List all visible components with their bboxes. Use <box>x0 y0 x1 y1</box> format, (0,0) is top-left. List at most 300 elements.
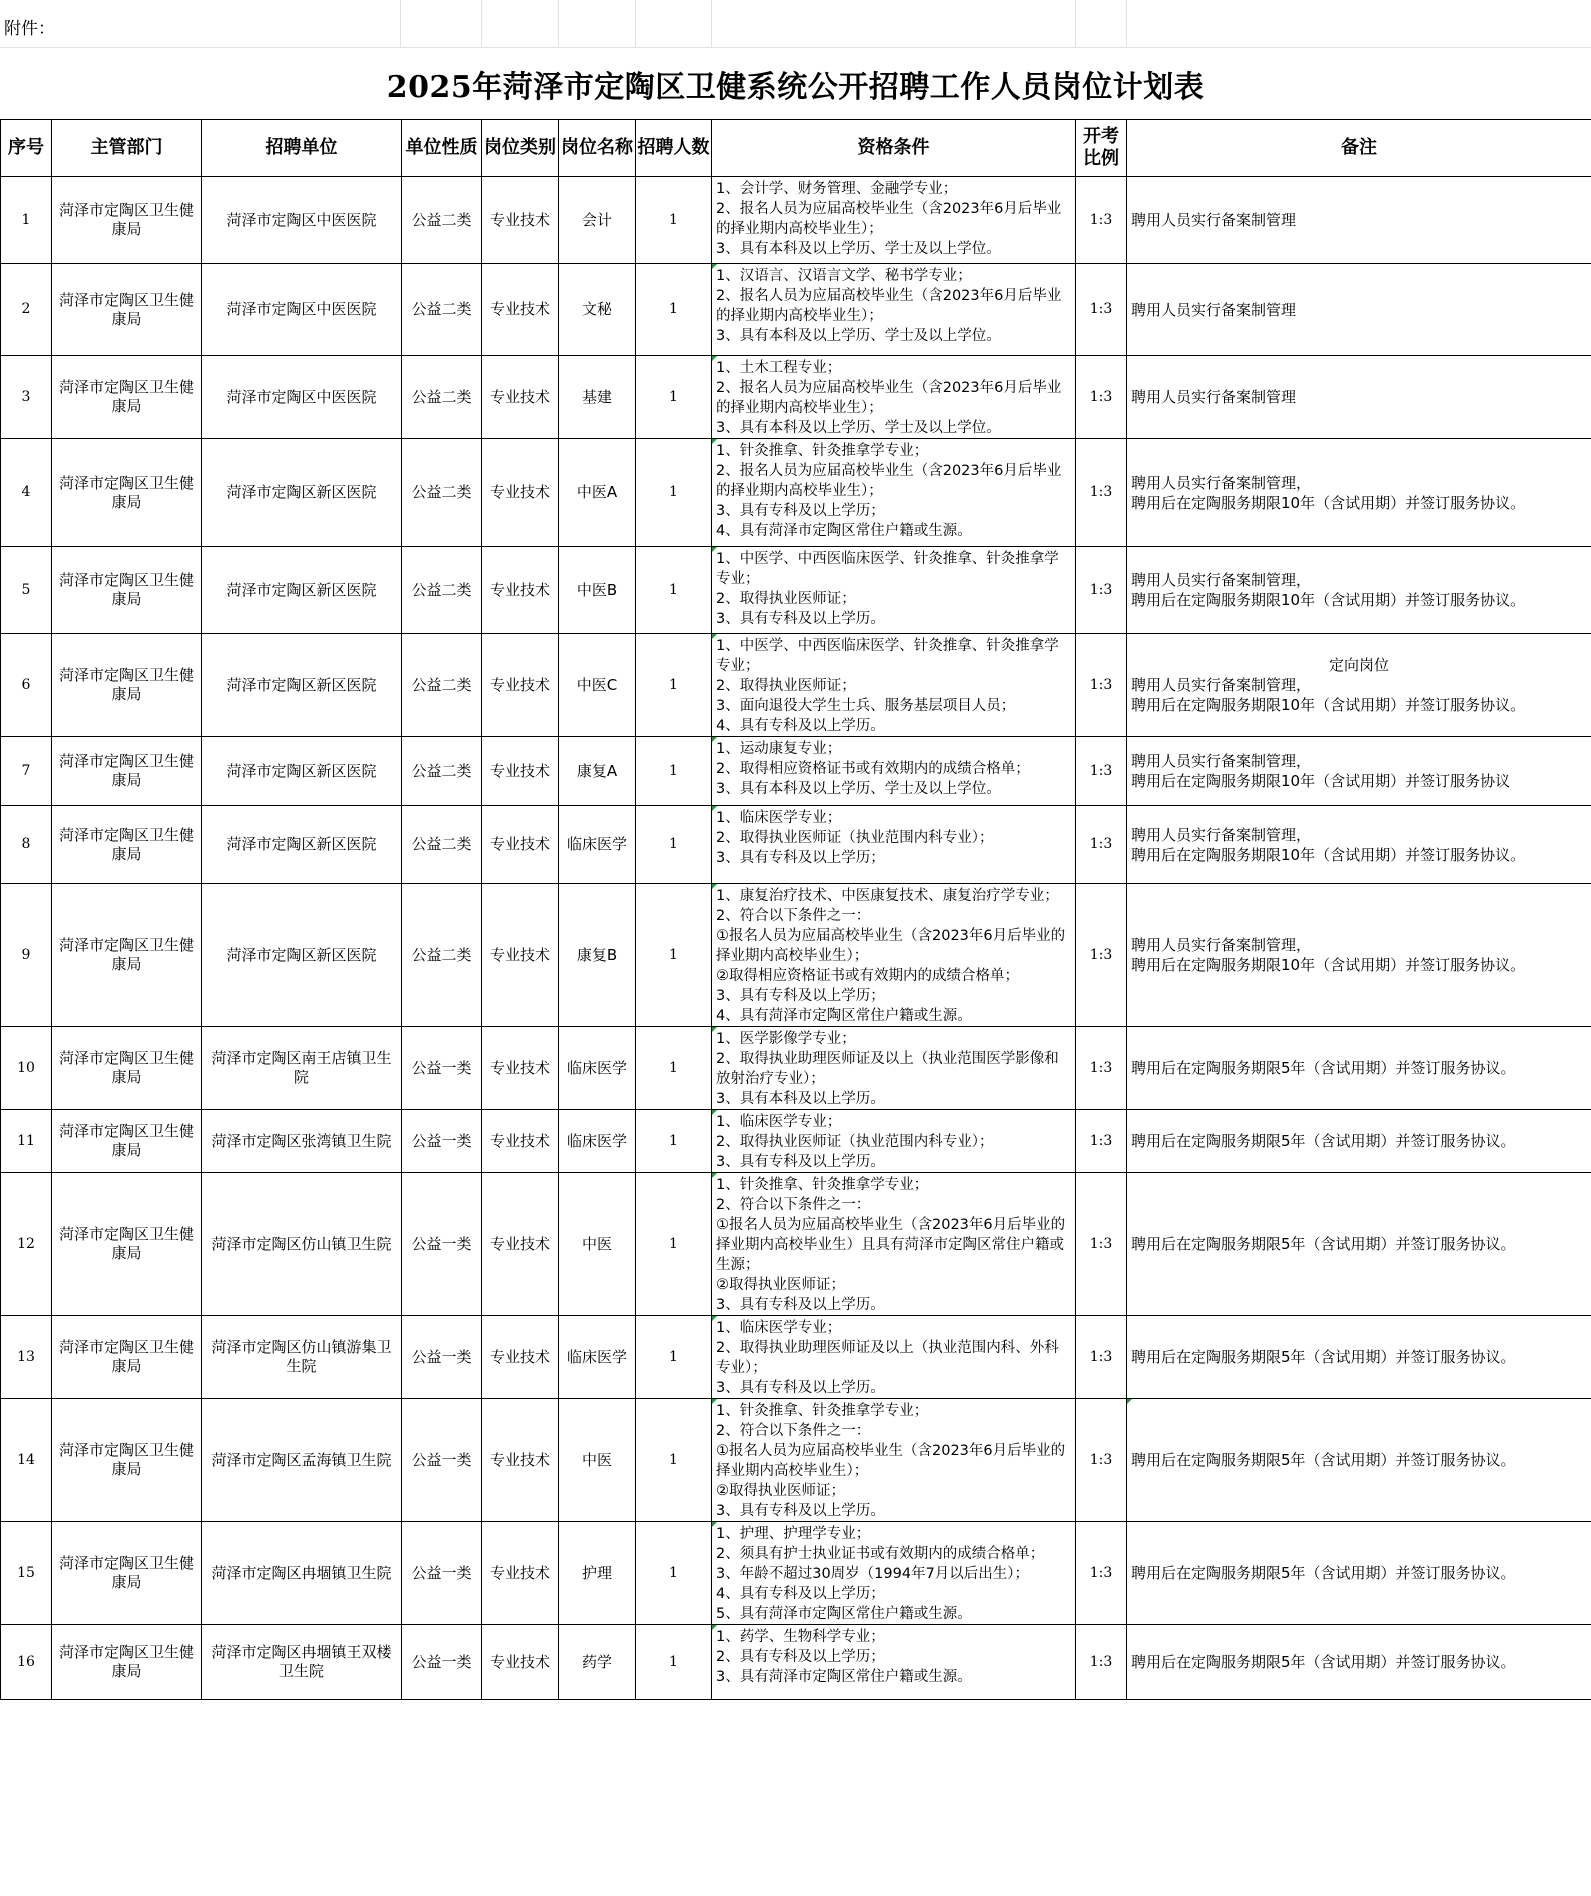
condition-line: 1、会计学、财务管理、金融学专业； <box>716 181 958 197</box>
cell-post: 中医A <box>559 439 636 547</box>
cell-nature: 公益一类 <box>402 1625 482 1700</box>
table-row <box>1 264 1591 356</box>
cell-count: 1 <box>636 737 712 806</box>
table-row <box>1 439 1591 547</box>
cell-conditions <box>712 177 1076 264</box>
cell-post: 护理 <box>559 1522 636 1625</box>
cell-ratio: 1:3 <box>1076 177 1127 264</box>
cell-remark <box>1127 1399 1591 1522</box>
cell-marker <box>712 264 717 269</box>
cell-unit: 菏泽市定陶区新区医院 <box>202 439 402 547</box>
condition-line: 2、取得执业助理医师证及以上（执业范围内科、外科专业）； <box>716 1340 1059 1376</box>
cell-marker <box>712 737 717 742</box>
remark-line: 聘用人员实行备案制管理， <box>1131 571 1312 589</box>
cell-category: 专业技术 <box>482 1522 559 1625</box>
cell-seq: 4 <box>1 439 52 547</box>
header-ratio <box>1076 120 1127 177</box>
condition-line: 3、具有专科及以上学历。 <box>716 1154 885 1170</box>
cell-conditions <box>712 737 1076 806</box>
cell-conditions <box>712 1027 1076 1110</box>
condition-line: 3、具有本科及以上学历、学士及以上学位。 <box>716 241 1001 257</box>
condition-line: 1、针灸推拿、针灸推拿学专业； <box>716 1403 929 1419</box>
condition-line: 1、护理、护理学专业； <box>716 1526 871 1542</box>
cell-seq: 6 <box>1 634 52 737</box>
cell-post: 基建 <box>559 356 636 439</box>
condition-line: 2、符合以下条件之一： <box>716 908 871 924</box>
cell-conditions <box>712 1625 1076 1700</box>
cell-marker <box>712 1625 717 1630</box>
remark-line: 聘用后在定陶服务期限10年（含试用期）并签订服务协议。 <box>1131 591 1526 609</box>
cell-nature: 公益二类 <box>402 356 482 439</box>
remark-line: 聘用后在定陶服务期限10年（含试用期）并签订服务协议 <box>1131 772 1511 790</box>
title-row <box>0 48 1591 119</box>
condition-line: 2、取得执业医师证； <box>716 591 856 607</box>
cell-seq: 1 <box>1 177 52 264</box>
condition-line: 4、具有专科及以上学历。 <box>716 718 885 734</box>
cell-nature: 公益一类 <box>402 1027 482 1110</box>
cell-nature: 公益二类 <box>402 806 482 884</box>
cell-ratio: 1:3 <box>1076 737 1127 806</box>
table-row <box>1 737 1591 806</box>
table-row <box>1 1110 1591 1173</box>
condition-line: 2、符合以下条件之一： <box>716 1197 871 1213</box>
remark-line: 聘用人员实行备案制管理， <box>1131 752 1312 770</box>
cell-ratio: 1:3 <box>1076 264 1127 356</box>
cell-count: 1 <box>636 1399 712 1522</box>
cell-unit: 菏泽市定陶区新区医院 <box>202 806 402 884</box>
remark-line: 聘用人员实行备案制管理 <box>1131 211 1297 229</box>
cell-unit: 菏泽市定陶区冉堌镇王双楼卫生院 <box>202 1625 402 1700</box>
cell-count: 1 <box>636 1522 712 1625</box>
remark-line: 聘用后在定陶服务期限10年（含试用期）并签订服务协议。 <box>1131 956 1526 974</box>
cell-nature: 公益二类 <box>402 264 482 356</box>
cell-unit: 菏泽市定陶区新区医院 <box>202 737 402 806</box>
cell-post: 临床医学 <box>559 1316 636 1399</box>
condition-line: 1、临床医学专业； <box>716 810 842 826</box>
table-row <box>1 1316 1591 1399</box>
condition-line: 1、汉语言、汉语言文学、秘书学专业； <box>716 268 972 284</box>
cell-post: 中医 <box>559 1399 636 1522</box>
cell-category: 专业技术 <box>482 1625 559 1700</box>
cell-nature: 公益二类 <box>402 737 482 806</box>
cell-post: 临床医学 <box>559 1027 636 1110</box>
cell-dept: 菏泽市定陶区卫生健康局 <box>52 1110 202 1173</box>
cell-nature: 公益二类 <box>402 439 482 547</box>
cell-dept: 菏泽市定陶区卫生健康局 <box>52 634 202 737</box>
cell-count: 1 <box>636 177 712 264</box>
condition-line: 2、报名人员为应届高校毕业生（含2023年6月后毕业的择业期内高校毕业生）； <box>716 288 1062 324</box>
header-ratio-line1: 开考 <box>1083 126 1119 147</box>
condition-line: ②取得相应资格证书或有效期内的成绩合格单； <box>716 968 1019 984</box>
table-row <box>1 884 1591 1027</box>
remark-line: 聘用人员实行备案制管理， <box>1131 473 1312 492</box>
condition-line: 2、具有专科及以上学历； <box>716 1649 885 1665</box>
cell-category: 专业技术 <box>482 1027 559 1110</box>
cell-remark <box>1127 547 1591 634</box>
condition-line: 3、面向退役大学生士兵、服务基层项目人员； <box>716 698 1016 714</box>
cell-remark <box>1127 884 1591 1027</box>
cell-dept: 菏泽市定陶区卫生健康局 <box>52 1625 202 1700</box>
condition-line: 2、报名人员为应届高校毕业生（含2023年6月后毕业的择业期内高校毕业生）； <box>716 463 1062 499</box>
cell-unit: 菏泽市定陶区中医医院 <box>202 177 402 264</box>
condition-line: 3、具有本科及以上学历、学士及以上学位。 <box>716 420 1001 436</box>
cell-seq: 5 <box>1 547 52 634</box>
cell-marker <box>712 634 717 639</box>
condition-line: 3、具有专科及以上学历； <box>716 503 885 519</box>
cell-dept: 菏泽市定陶区卫生健康局 <box>52 439 202 547</box>
cell-post: 康复B <box>559 884 636 1027</box>
remark-line: 聘用后在定陶服务期限5年（含试用期）并签订服务协议。 <box>1131 1564 1516 1582</box>
cell-post: 文秘 <box>559 264 636 356</box>
cell-unit: 菏泽市定陶区中医医院 <box>202 356 402 439</box>
remark-line: 聘用后在定陶服务期限5年（含试用期）并签订服务协议。 <box>1131 1132 1516 1150</box>
gridline <box>481 0 482 48</box>
cell-ratio: 1:3 <box>1076 1625 1127 1700</box>
cell-count: 1 <box>636 264 712 356</box>
cell-category: 专业技术 <box>482 264 559 356</box>
condition-line: 1、中医学、中西医临床医学、针灸推拿、针灸推拿学专业； <box>716 638 1059 674</box>
cell-ratio: 1:3 <box>1076 634 1127 737</box>
cell-remark <box>1127 737 1591 806</box>
cell-category: 专业技术 <box>482 439 559 547</box>
cell-marker <box>712 1522 717 1527</box>
cell-seq: 2 <box>1 264 52 356</box>
condition-line: 1、土木工程专业； <box>716 360 842 376</box>
cell-remark <box>1127 1625 1591 1700</box>
cell-post: 药学 <box>559 1625 636 1700</box>
cell-conditions <box>712 1110 1076 1173</box>
cell-dept: 菏泽市定陶区卫生健康局 <box>52 1316 202 1399</box>
cell-post: 临床医学 <box>559 1110 636 1173</box>
cell-marker <box>712 884 717 889</box>
cell-nature: 公益一类 <box>402 1110 482 1173</box>
cell-seq: 9 <box>1 884 52 1027</box>
condition-line: 1、临床医学专业； <box>716 1320 842 1336</box>
condition-line: 2、须具有护士执业证书或有效期内的成绩合格单； <box>716 1546 1045 1562</box>
condition-line: 3、具有专科及以上学历。 <box>716 1297 885 1313</box>
cell-seq: 15 <box>1 1522 52 1625</box>
cell-seq: 3 <box>1 356 52 439</box>
cell-marker <box>712 547 717 552</box>
cell-category: 专业技术 <box>482 634 559 737</box>
table-row <box>1 806 1591 884</box>
gridline <box>1075 0 1076 48</box>
table-row <box>1 356 1591 439</box>
cell-dept: 菏泽市定陶区卫生健康局 <box>52 1522 202 1625</box>
condition-line: 2、报名人员为应届高校毕业生（含2023年6月后毕业的择业期内高校毕业生）； <box>716 380 1062 416</box>
condition-line: 4、具有专科及以上学历； <box>716 1586 885 1602</box>
cell-count: 1 <box>636 547 712 634</box>
header-seq: 序号 <box>1 120 52 177</box>
cell-ratio: 1:3 <box>1076 1173 1127 1316</box>
cell-marker <box>712 1110 717 1115</box>
cell-marker <box>712 1399 717 1404</box>
cell-nature: 公益一类 <box>402 1316 482 1399</box>
condition-line: 1、医学影像学专业； <box>716 1031 856 1047</box>
cell-conditions <box>712 439 1076 547</box>
cell-marker <box>712 806 717 811</box>
condition-line: 1、康复治疗技术、中医康复技术、康复治疗学专业； <box>716 888 1059 904</box>
cell-category: 专业技术 <box>482 1399 559 1522</box>
cell-ratio: 1:3 <box>1076 884 1127 1027</box>
condition-line: 1、针灸推拿、针灸推拿学专业； <box>716 1177 929 1193</box>
gridline <box>400 0 401 48</box>
cell-unit: 菏泽市定陶区新区医院 <box>202 884 402 1027</box>
cell-dept: 菏泽市定陶区卫生健康局 <box>52 1399 202 1522</box>
cell-remark <box>1127 177 1591 264</box>
cell-nature: 公益二类 <box>402 547 482 634</box>
condition-line: 4、具有菏泽市定陶区常住户籍或生源。 <box>716 523 972 539</box>
cell-dept: 菏泽市定陶区卫生健康局 <box>52 1027 202 1110</box>
gridline <box>558 0 559 48</box>
condition-line: 3、具有菏泽市定陶区常住户籍或生源。 <box>716 1669 972 1685</box>
recruitment-plan-table <box>0 119 1591 1700</box>
cell-conditions <box>712 1316 1076 1399</box>
cell-ratio: 1:3 <box>1076 806 1127 884</box>
remark-line: 聘用人员实行备案制管理， <box>1131 676 1312 694</box>
header-dept: 主管部门 <box>52 120 202 177</box>
header-count: 招聘人数 <box>636 120 712 177</box>
cell-unit: 菏泽市定陶区南王店镇卫生院 <box>202 1027 402 1110</box>
condition-line: 3、具有专科及以上学历。 <box>716 1503 885 1519</box>
condition-line: 2、取得执业医师证（执业范围内科专业）； <box>716 1134 994 1150</box>
cell-conditions <box>712 634 1076 737</box>
cell-ratio: 1:3 <box>1076 1399 1127 1522</box>
cell-count: 1 <box>636 634 712 737</box>
page-title: 2025年菏泽市定陶区卫健系统公开招聘工作人员岗位计划表 <box>386 69 1205 105</box>
header-post: 岗位名称 <box>559 120 636 177</box>
cell-count: 1 <box>636 1027 712 1110</box>
table-row <box>1 1173 1591 1316</box>
cell-unit: 菏泽市定陶区张湾镇卫生院 <box>202 1110 402 1173</box>
condition-line: 3、具有本科及以上学历。 <box>716 1091 885 1107</box>
cell-dept: 菏泽市定陶区卫生健康局 <box>52 806 202 884</box>
cell-seq: 11 <box>1 1110 52 1173</box>
condition-line: ②取得执业医师证； <box>716 1483 845 1499</box>
cell-seq: 7 <box>1 737 52 806</box>
cell-unit: 菏泽市定陶区仿山镇游集卫生院 <box>202 1316 402 1399</box>
table-row <box>1 1027 1591 1110</box>
table-row <box>1 1399 1591 1522</box>
condition-line: 3、具有专科及以上学历。 <box>716 1380 885 1396</box>
condition-line: 1、临床医学专业； <box>716 1114 842 1130</box>
cell-post: 会计 <box>559 177 636 264</box>
cell-conditions <box>712 547 1076 634</box>
cell-ratio: 1:3 <box>1076 439 1127 547</box>
condition-line: ①报名人员为应届高校毕业生（含2023年6月后毕业的择业期内高校毕业生）； <box>716 1443 1066 1479</box>
cell-nature: 公益二类 <box>402 634 482 737</box>
remark-title: 定向岗位 <box>1328 656 1389 674</box>
cell-ratio: 1:3 <box>1076 547 1127 634</box>
cell-count: 1 <box>636 439 712 547</box>
cell-nature: 公益二类 <box>402 177 482 264</box>
cell-ratio: 1:3 <box>1076 356 1127 439</box>
remark-line: 聘用后在定陶服务期限5年（含试用期）并签订服务协议。 <box>1131 1653 1516 1671</box>
remark-line: 聘用后在定陶服务期限5年（含试用期）并签订服务协议。 <box>1131 1451 1516 1469</box>
condition-line: 1、药学、生物科学专业； <box>716 1629 885 1645</box>
cell-category: 专业技术 <box>482 806 559 884</box>
cell-conditions <box>712 264 1076 356</box>
cell-count: 1 <box>636 1625 712 1700</box>
condition-line: 2、取得执业医师证（执业范围内科专业）； <box>716 830 994 846</box>
cell-marker <box>712 356 717 361</box>
remark-line: 聘用后在定陶服务期限10年（含试用期）并签订服务协议。 <box>1131 493 1526 512</box>
cell-dept: 菏泽市定陶区卫生健康局 <box>52 177 202 264</box>
cell-unit: 菏泽市定陶区仿山镇卫生院 <box>202 1173 402 1316</box>
cell-ratio: 1:3 <box>1076 1027 1127 1110</box>
header-nature: 单位性质 <box>402 120 482 177</box>
cell-seq: 14 <box>1 1399 52 1522</box>
condition-line: 3、具有专科及以上学历。 <box>716 611 885 627</box>
condition-line: 5、具有菏泽市定陶区常住户籍或生源。 <box>716 1606 972 1622</box>
cell-count: 1 <box>636 806 712 884</box>
cell-remark <box>1127 806 1591 884</box>
condition-line: ①报名人员为应届高校毕业生（含2023年6月后毕业的择业期内高校毕业生）； <box>716 928 1066 964</box>
cell-unit: 菏泽市定陶区新区医院 <box>202 634 402 737</box>
cell-count: 1 <box>636 1316 712 1399</box>
condition-line: 1、中医学、中西医临床医学、针灸推拿、针灸推拿学专业； <box>716 551 1059 587</box>
attachment-label: 附件： <box>4 19 55 39</box>
cell-marker <box>712 1316 717 1321</box>
cell-dept: 菏泽市定陶区卫生健康局 <box>52 356 202 439</box>
header-ratio-line2: 比例 <box>1083 148 1119 169</box>
condition-line: ②取得执业医师证； <box>716 1277 845 1293</box>
cell-ratio: 1:3 <box>1076 1522 1127 1625</box>
cell-post: 中医B <box>559 547 636 634</box>
header-row <box>1 120 1591 177</box>
condition-line: 2、报名人员为应届高校毕业生（含2023年6月后毕业的择业期内高校毕业生）； <box>716 201 1062 237</box>
gridline <box>711 0 712 48</box>
cell-count: 1 <box>636 884 712 1027</box>
remark-line: 聘用后在定陶服务期限5年（含试用期）并签订服务协议。 <box>1131 1059 1516 1077</box>
gridline <box>1126 0 1127 48</box>
condition-line: 3、年龄不超过30周岁（1994年7月以后出生）； <box>716 1566 1030 1582</box>
cell-remark <box>1127 1316 1591 1399</box>
table-body <box>1 177 1591 1700</box>
cell-nature: 公益二类 <box>402 884 482 1027</box>
cell-remark <box>1127 634 1591 737</box>
top-empty-gridlines <box>0 0 1591 48</box>
condition-line: 4、具有菏泽市定陶区常住户籍或生源。 <box>716 1008 972 1024</box>
cell-category: 专业技术 <box>482 884 559 1027</box>
cell-conditions <box>712 1173 1076 1316</box>
remark-line: 聘用人员实行备案制管理， <box>1131 825 1312 844</box>
cell-marker <box>712 439 717 444</box>
cell-category: 专业技术 <box>482 1173 559 1316</box>
cell-category: 专业技术 <box>482 1316 559 1399</box>
cell-post: 中医C <box>559 634 636 737</box>
cell-category: 专业技术 <box>482 1110 559 1173</box>
cell-unit: 菏泽市定陶区孟海镇卫生院 <box>202 1399 402 1522</box>
header-remark: 备注 <box>1127 120 1591 177</box>
cell-dept: 菏泽市定陶区卫生健康局 <box>52 884 202 1027</box>
cell-nature: 公益一类 <box>402 1399 482 1522</box>
cell-remark <box>1127 439 1591 547</box>
cell-category: 专业技术 <box>482 547 559 634</box>
cell-remark <box>1127 1173 1591 1316</box>
remark-line: 聘用后在定陶服务期限5年（含试用期）并签订服务协议。 <box>1131 1348 1516 1366</box>
condition-line: 2、取得相应资格证书或有效期内的成绩合格单； <box>716 761 1030 777</box>
cell-conditions <box>712 356 1076 439</box>
cell-nature: 公益一类 <box>402 1522 482 1625</box>
cell-conditions <box>712 1399 1076 1522</box>
cell-ratio: 1:3 <box>1076 1316 1127 1399</box>
cell-unit: 菏泽市定陶区新区医院 <box>202 547 402 634</box>
remark-line: 聘用人员实行备案制管理 <box>1131 388 1297 406</box>
cell-remark <box>1127 356 1591 439</box>
cell-remark <box>1127 264 1591 356</box>
cell-count: 1 <box>636 1110 712 1173</box>
cell-remark <box>1127 1027 1591 1110</box>
cell-remark <box>1127 1522 1591 1625</box>
cell-dept: 菏泽市定陶区卫生健康局 <box>52 1173 202 1316</box>
cell-post: 康复A <box>559 737 636 806</box>
header-conditions: 资格条件 <box>712 120 1076 177</box>
condition-line: 2、符合以下条件之一： <box>716 1423 871 1439</box>
cell-conditions <box>712 806 1076 884</box>
remark-line: 聘用人员实行备案制管理 <box>1131 300 1297 319</box>
remark-line: 聘用后在定陶服务期限10年（含试用期）并签订服务协议。 <box>1131 845 1526 864</box>
header-unit: 招聘单位 <box>202 120 402 177</box>
cell-seq: 10 <box>1 1027 52 1110</box>
cell-marker <box>712 1027 717 1032</box>
condition-line: 3、具有专科及以上学历； <box>716 988 885 1004</box>
remark-line: 聘用人员实行备案制管理， <box>1131 936 1312 954</box>
cell-nature: 公益一类 <box>402 1173 482 1316</box>
cell-dept: 菏泽市定陶区卫生健康局 <box>52 547 202 634</box>
table-row <box>1 1625 1591 1700</box>
cell-marker <box>1127 1399 1132 1404</box>
cell-seq: 13 <box>1 1316 52 1399</box>
table-row <box>1 177 1591 264</box>
cell-dept: 菏泽市定陶区卫生健康局 <box>52 264 202 356</box>
gridline <box>635 0 636 48</box>
table-row <box>1 547 1591 634</box>
cell-count: 1 <box>636 356 712 439</box>
condition-line: 1、针灸推拿、针灸推拿学专业； <box>716 443 929 459</box>
cell-dept: 菏泽市定陶区卫生健康局 <box>52 737 202 806</box>
cell-unit: 菏泽市定陶区中医医院 <box>202 264 402 356</box>
cell-post: 中医 <box>559 1173 636 1316</box>
cell-count: 1 <box>636 1173 712 1316</box>
condition-line: 2、取得执业医师证； <box>716 678 856 694</box>
cell-remark <box>1127 1110 1591 1173</box>
cell-ratio: 1:3 <box>1076 1110 1127 1173</box>
cell-seq: 12 <box>1 1173 52 1316</box>
cell-category: 专业技术 <box>482 356 559 439</box>
condition-line: 2、取得执业助理医师证及以上（执业范围医学影像和放射治疗专业）； <box>716 1051 1059 1087</box>
table-row <box>1 1522 1591 1625</box>
cell-post: 临床医学 <box>559 806 636 884</box>
cell-category: 专业技术 <box>482 177 559 264</box>
header-category: 岗位类别 <box>482 120 559 177</box>
condition-line: 3、具有本科及以上学历、学士及以上学位。 <box>716 781 1001 797</box>
condition-line: 3、具有本科及以上学历、学士及以上学位。 <box>716 328 1001 344</box>
cell-seq: 8 <box>1 806 52 884</box>
cell-conditions <box>712 1522 1076 1625</box>
condition-line: 3、具有专科及以上学历； <box>716 850 885 866</box>
remark-line: 聘用后在定陶服务期限5年（含试用期）并签订服务协议。 <box>1131 1235 1516 1253</box>
cell-unit: 菏泽市定陶区冉堌镇卫生院 <box>202 1522 402 1625</box>
condition-line: 1、运动康复专业； <box>716 741 842 757</box>
cell-conditions <box>712 884 1076 1027</box>
cell-marker <box>712 1173 717 1178</box>
remark-line: 聘用后在定陶服务期限10年（含试用期）并签订服务协议。 <box>1131 696 1526 714</box>
condition-line: ①报名人员为应届高校毕业生（含2023年6月后毕业的择业期内高校毕业生）且具有菏泽市定陶区常住户籍或生源； <box>716 1217 1066 1273</box>
cell-seq: 16 <box>1 1625 52 1700</box>
table-row <box>1 634 1591 737</box>
cell-category: 专业技术 <box>482 737 559 806</box>
